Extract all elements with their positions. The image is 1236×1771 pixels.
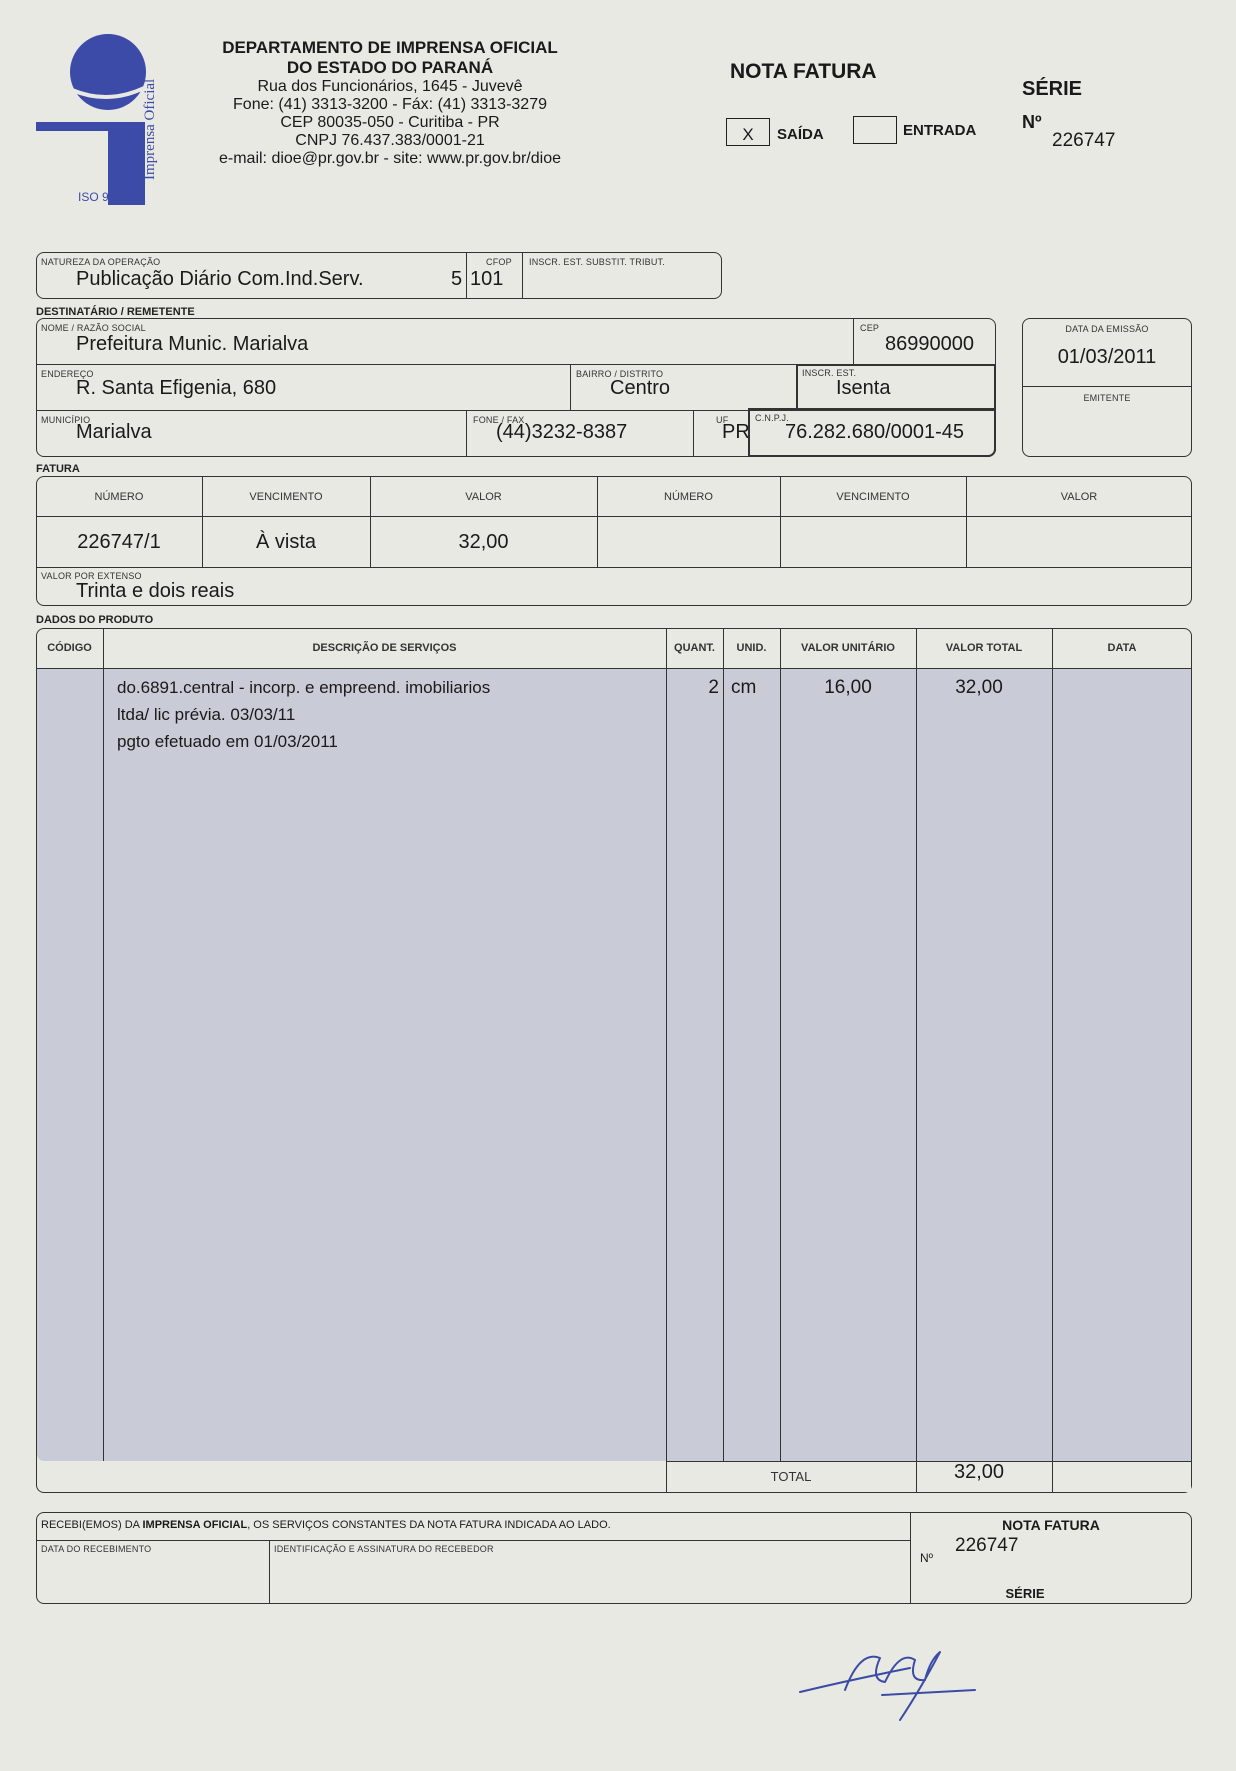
iso-label: ISO 9001 — [78, 190, 129, 204]
cep-value: 86990000 — [885, 333, 974, 355]
extenso-value: Trinta e dois reais — [76, 580, 235, 602]
produto-shaded-area — [37, 668, 1191, 1461]
total-value: 32,00 — [953, 1461, 1005, 1483]
receipt-statement — [41, 1519, 611, 1531]
emitente-label: EMITENTE — [1083, 393, 1131, 403]
item-valor-total: 32,00 — [955, 677, 1003, 698]
desc-line-1: do.6891.central - incorp. e empreend. imobiliarios — [117, 678, 491, 697]
receipt-number: 226747 — [955, 1535, 1019, 1556]
org-name-line1: DEPARTAMENTO DE IMPRENSA OFICIAL — [222, 38, 558, 57]
receipt-title: NOTA FATURA — [1002, 1517, 1100, 1533]
receipt-date-label: DATA DO RECEBIMENTO — [41, 1544, 152, 1554]
name-label: NOME / RAZÃO SOCIAL — [41, 323, 146, 333]
org-cep: CEP 80035-050 - Curitiba - PR — [280, 114, 500, 131]
bairro-value: Centro — [610, 377, 671, 399]
col-codigo: CÓDIGO — [47, 642, 92, 654]
receipt-number-label: Nº — [920, 1551, 934, 1565]
inscr-value: Isenta — [836, 377, 891, 399]
emissao-box — [1022, 318, 1192, 457]
uf-value: PR — [722, 421, 750, 443]
col-unitario: VALOR UNITÁRIO — [801, 642, 895, 654]
recipient-section-title: DESTINATÁRIO / REMETENTE — [36, 306, 195, 318]
org-name-line2: DO ESTADO DO PARANÁ — [286, 58, 494, 77]
fatura-section-title: FATURA — [36, 463, 80, 475]
fatura-col-numero-1: NÚMERO — [94, 491, 144, 503]
item-unitario: 16,00 — [824, 677, 872, 698]
fone-value: (44)3232-8387 — [496, 421, 628, 443]
org-phone: Fone: (41) 3313-3200 - Fáx: (41) 3313-3279 — [233, 96, 547, 113]
fatura-col-numero-2: NÚMERO — [664, 491, 713, 503]
entrada-label: ENTRADA — [903, 122, 977, 139]
cfop-label: CFOP — [486, 257, 512, 267]
endereco-value: R. Santa Efigenia, 680 — [76, 377, 277, 399]
receipt-serie-label: SÉRIE — [1005, 1586, 1045, 1601]
fatura-col-vencimento-2: VENCIMENTO — [836, 491, 910, 503]
bairro-label: BAIRRO / DISTRITO — [576, 369, 664, 379]
natureza-label: NATUREZA DA OPERAÇÃO — [41, 257, 161, 267]
saida-mark: X — [742, 125, 754, 144]
col-descricao: DESCRIÇÃO DE SERVIÇOS — [312, 642, 457, 654]
fatura-col-valor-1: VALOR — [465, 491, 502, 503]
fatura-col-valor-2: VALOR — [1060, 491, 1098, 503]
col-data: DATA — [1107, 642, 1137, 654]
org-address: Rua dos Funcionários, 1645 - Juvevê — [257, 78, 523, 95]
org-contact: e-mail: dioe@pr.gov.br - site: www.pr.gov.br/dioe — [218, 150, 561, 167]
endereco-label: ENDEREÇO — [41, 369, 94, 379]
saida-label: SAÍDA — [777, 126, 824, 143]
number-label: Nº — [1022, 112, 1042, 132]
signature — [790, 1630, 980, 1725]
receipt-stmt-prefix: RECEBI(EMOS) DA — [41, 1519, 143, 1531]
entrada-checkbox — [853, 116, 897, 144]
desc-line-3: pgto efetuado em 01/03/2011 — [117, 732, 338, 751]
cfop-prefix: 5 — [451, 268, 463, 290]
desc-line-2: ltda/ lic prévia. 03/03/11 — [117, 705, 296, 724]
produto-section-title: DADOS DO PRODUTO — [36, 614, 154, 626]
item-unid: cm — [731, 677, 757, 698]
municipio-value: Marialva — [76, 421, 152, 443]
col-unid: UNID. — [736, 642, 767, 654]
natureza-value: Publicação Diário Com.Ind.Serv. — [76, 268, 364, 290]
fatura-col-vencimento-1: VENCIMENTO — [249, 491, 323, 503]
saida-checkbox — [726, 118, 770, 146]
cnpj-value: 76.282.680/0001-45 — [785, 421, 965, 443]
item-quant: 2 — [708, 677, 719, 698]
col-quant: QUANT. — [674, 642, 715, 654]
logo — [34, 30, 164, 205]
municipio-label: MUNICÍPIO — [41, 415, 91, 425]
org-cnpj: CNPJ 76.437.383/0001-21 — [295, 132, 485, 149]
logo-side-text: Imprensa Oficial — [142, 78, 158, 180]
fone-label: FONE / FAX — [473, 415, 525, 425]
doc-title: NOTA FATURA — [730, 60, 877, 83]
cep-label: CEP — [860, 323, 880, 333]
handwritten-signature-icon — [790, 1630, 980, 1725]
fatura-numero: 226747/1 — [77, 531, 161, 553]
emissao-label: DATA DA EMISSÃO — [1065, 324, 1149, 334]
issuer-block — [190, 38, 590, 168]
inscr-label: INSCR. EST. — [802, 368, 857, 378]
invoice-number: 226747 — [1052, 130, 1116, 151]
extenso-label: VALOR POR EXTENSO — [41, 571, 142, 581]
serie-label: SÉRIE — [1022, 78, 1083, 100]
cnpj-label: C.N.P.J. — [755, 413, 789, 423]
cfop-value: 101 — [470, 268, 504, 290]
receipt-ident-label: IDENTIFICAÇÃO E ASSINATURA DO RECEBEDOR — [274, 1544, 494, 1554]
fatura-valor: 32,00 — [458, 531, 509, 553]
col-valor-total: VALOR TOTAL — [945, 642, 1023, 654]
name-value: Prefeitura Munic. Marialva — [76, 333, 309, 355]
fatura-vencimento: À vista — [255, 531, 317, 553]
receipt-stmt-suffix: , OS SERVIÇOS CONSTANTES DA NOTA FATURA INDICADA AO LADO. — [247, 1519, 611, 1531]
inscr-subst-label: INSCR. EST. SUBSTIT. TRIBUT. — [529, 257, 665, 267]
uf-label: UF — [716, 415, 729, 425]
emissao-value: 01/03/2011 — [1057, 346, 1157, 368]
receipt-stmt-bold: IMPRENSA OFICIAL — [142, 1519, 248, 1531]
total-label: TOTAL — [770, 1469, 812, 1484]
